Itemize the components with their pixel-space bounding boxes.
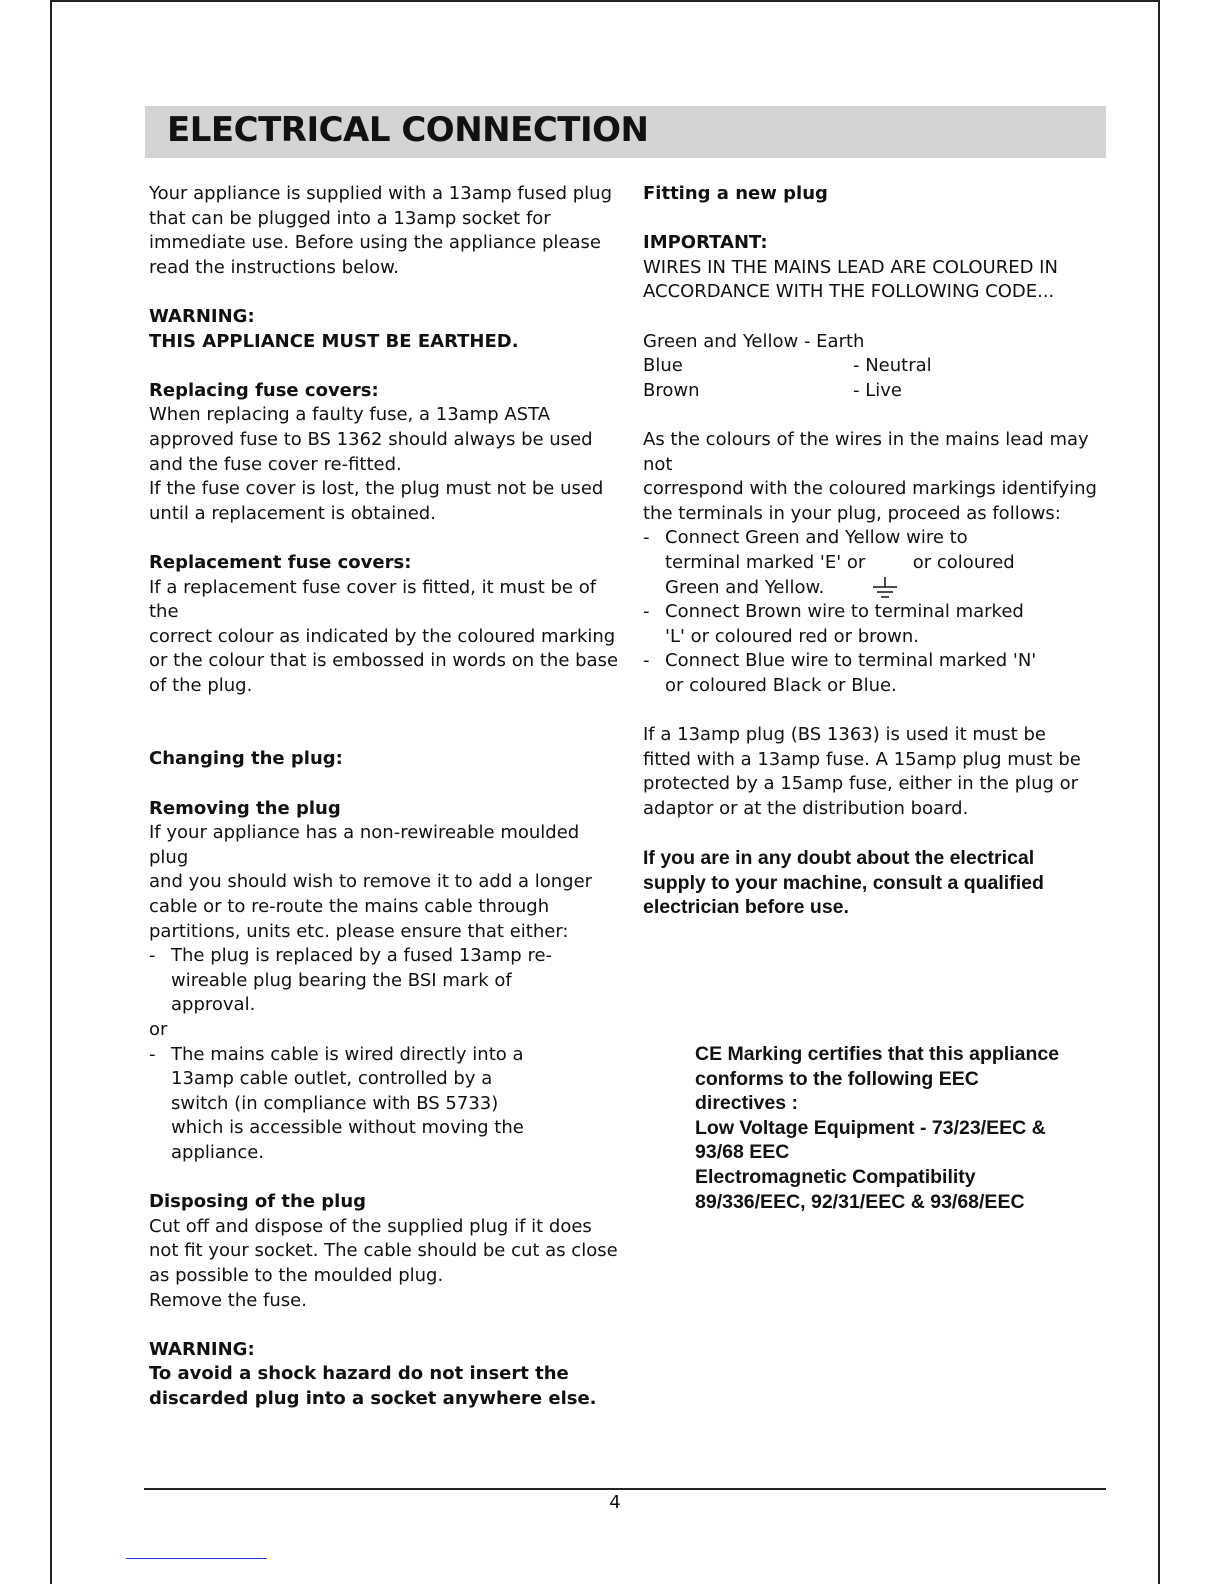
important-heading: IMPORTANT: bbox=[643, 232, 768, 254]
bullet-item: - The plug is replaced by a fused 13amp re- wireable plug bearing the BSI mark of approval. bbox=[149, 944, 619, 1018]
bullet-line: The plug is replaced by a fused 13amp re- bbox=[171, 945, 553, 967]
removing-line: partitions, units etc. please ensure that either: bbox=[149, 920, 569, 942]
wire-colour: Blue bbox=[643, 355, 683, 377]
doubt-notice: If you are in any doubt about the electrical bbox=[643, 847, 1035, 870]
step-line: Connect Green and Yellow wire to bbox=[665, 527, 968, 549]
fitting-new-plug-heading: Fitting a new plug bbox=[643, 183, 828, 204]
step-line: Connect Brown wire to terminal marked bbox=[665, 601, 1024, 623]
step-text: or coloured bbox=[912, 551, 1015, 573]
title-bar bbox=[145, 106, 1106, 158]
wire-code-row bbox=[643, 330, 1113, 355]
replacing-line: until a replacement is obtained. bbox=[149, 502, 436, 524]
wire-code-row bbox=[643, 379, 1113, 404]
disposing-line: not fit your socket. The cable should be cut as close bbox=[149, 1240, 618, 1262]
disposing-plug-heading: Disposing of the plug bbox=[149, 1191, 367, 1213]
intro-line: that can be plugged into a 13amp socket for bbox=[149, 207, 551, 229]
link-underline bbox=[126, 1558, 267, 1559]
step-line bbox=[665, 551, 1113, 576]
or-text: or bbox=[149, 1019, 168, 1040]
footer-divider bbox=[144, 1488, 1106, 1490]
warning-text: discarded plug into a socket anywhere else. bbox=[149, 1387, 597, 1409]
removing-plug-heading: Removing the plug bbox=[149, 797, 341, 819]
disposing-line: Cut off and dispose of the supplied plug if it does bbox=[149, 1215, 592, 1237]
replacing-line: and the fuse cover re-fitted. bbox=[149, 453, 402, 475]
bullet-item: - The mains cable is wired directly into a 13amp cable outlet, controlled by a switch (in compliance with BS 5733) which is accessible without moving the appliance. bbox=[149, 1043, 619, 1166]
colours-line: correspond with the coloured markings identifying bbox=[643, 478, 1097, 500]
bullet-line: which is accessible without moving the bbox=[171, 1117, 524, 1139]
bullet-line: switch (in compliance with BS 5733) bbox=[171, 1092, 499, 1114]
colours-line: the terminals in your plug, proceed as follows: bbox=[643, 502, 1061, 524]
bullet-line: wireable plug bearing the BSI mark of bbox=[171, 969, 512, 991]
ce-line: 89/336/EEC, 92/31/EEC & 93/68/EEC bbox=[695, 1190, 1025, 1213]
page-title: ELECTRICAL CONNECTION bbox=[167, 110, 649, 150]
ce-line: 93/68 EEC bbox=[695, 1141, 790, 1164]
doubt-notice: electrician before use. bbox=[643, 896, 849, 919]
right-column bbox=[643, 182, 1113, 920]
changing-plug-heading: Changing the plug: bbox=[149, 748, 343, 770]
step-line: or coloured Black or Blue. bbox=[665, 674, 897, 696]
wire-meaning: - Live bbox=[853, 379, 902, 401]
wire-colour: Green and Yellow - Earth bbox=[643, 330, 865, 352]
step-text: terminal marked 'E' or bbox=[665, 551, 866, 573]
replacement-line: of the plug. bbox=[149, 674, 253, 696]
bullet-line: The mains cable is wired directly into a bbox=[171, 1043, 524, 1065]
colours-line: As the colours of the wires in the mains lead may not bbox=[643, 428, 1089, 475]
fuse-line: If a 13amp plug (BS 1363) is used it must be bbox=[643, 724, 1046, 746]
warning-text: THIS APPLIANCE MUST BE EARTHED. bbox=[149, 330, 519, 352]
disposing-line: Remove the fuse. bbox=[149, 1289, 307, 1311]
intro-line: Your appliance is supplied with a 13amp fused plug bbox=[149, 183, 613, 204]
removing-line: cable or to re-route the mains cable through bbox=[149, 896, 550, 918]
ce-line: CE Marking certifies that this appliance bbox=[695, 1043, 1060, 1065]
ce-line: Electromagnetic Compatibility bbox=[695, 1165, 976, 1188]
fuse-line: adaptor or at the distribution board. bbox=[643, 797, 969, 819]
fuse-line: protected by a 15amp fuse, either in the plug or bbox=[643, 773, 1079, 795]
step-item: - Connect Brown wire to terminal marked 'L' or coloured red or brown. bbox=[643, 600, 1113, 649]
important-line: WIRES IN THE MAINS LEAD ARE COLOURED IN bbox=[643, 256, 1058, 278]
replacement-line: If a replacement fuse cover is fitted, it must be of the bbox=[149, 576, 597, 623]
removing-line: and you should wish to remove it to add a longer bbox=[149, 871, 593, 893]
warning-heading: WARNING: bbox=[149, 1338, 255, 1360]
warning-heading: WARNING: bbox=[149, 305, 255, 327]
intro-line: immediate use. Before using the appliance please bbox=[149, 232, 601, 254]
replacement-fuse-covers-heading: Replacement fuse covers: bbox=[149, 551, 412, 573]
page-number: 4 bbox=[609, 1492, 621, 1513]
step-line: Connect Blue wire to terminal marked 'N' bbox=[665, 650, 1037, 672]
page-frame-left bbox=[50, 0, 52, 1584]
disposing-line: as possible to the moulded plug. bbox=[149, 1264, 444, 1286]
replacing-line: approved fuse to BS 1362 should always be used bbox=[149, 428, 593, 450]
ce-marking-notice bbox=[695, 1042, 1115, 1214]
removing-line: If your appliance has a non-rewireable moulded plug bbox=[149, 822, 580, 868]
wire-code-row bbox=[643, 354, 1113, 379]
ce-line: conforms to the following EEC bbox=[695, 1067, 979, 1090]
warning-text: To avoid a shock hazard do not insert the bbox=[149, 1363, 569, 1385]
fuse-line: fitted with a 13amp fuse. A 15amp plug must be bbox=[643, 748, 1081, 770]
intro-line: read the instructions below. bbox=[149, 256, 399, 278]
replacement-line: or the colour that is embossed in words on the base bbox=[149, 650, 619, 672]
replacement-line: correct colour as indicated by the coloured marking bbox=[149, 625, 616, 647]
ce-line: directives : bbox=[695, 1092, 798, 1115]
wire-meaning: - Neutral bbox=[853, 355, 932, 377]
page-frame-top bbox=[50, 0, 1160, 2]
replacing-line: If the fuse cover is lost, the plug must not be used bbox=[149, 478, 604, 500]
bullet-line: approval. bbox=[171, 994, 256, 1016]
doubt-notice: supply to your machine, consult a qualified bbox=[643, 871, 1044, 894]
page-frame-right bbox=[1158, 0, 1160, 1584]
step-line bbox=[665, 576, 1113, 601]
replacing-fuse-covers-heading: Replacing fuse covers: bbox=[149, 379, 379, 401]
ce-line: Low Voltage Equipment - 73/23/EEC & bbox=[695, 1116, 1046, 1139]
wire-colour: Brown bbox=[643, 379, 700, 401]
earth-symbol-icon bbox=[872, 577, 898, 599]
important-line: ACCORDANCE WITH THE FOLLOWING CODE... bbox=[643, 281, 1055, 303]
replacing-line: When replacing a faulty fuse, a 13amp ASTA bbox=[149, 404, 551, 426]
step-text: Green and Yellow. bbox=[665, 576, 825, 598]
step-item: - Connect Green and Yellow wire to terminal marked 'E' or or coloured Green and Yellow. bbox=[643, 526, 1113, 600]
left-column bbox=[149, 182, 619, 1412]
bullet-line: appliance. bbox=[171, 1141, 265, 1163]
step-item: - Connect Blue wire to terminal marked 'N' or coloured Black or Blue. bbox=[643, 649, 1113, 698]
step-line: 'L' or coloured red or brown. bbox=[665, 625, 919, 647]
bullet-line: 13amp cable outlet, controlled by a bbox=[171, 1068, 493, 1090]
